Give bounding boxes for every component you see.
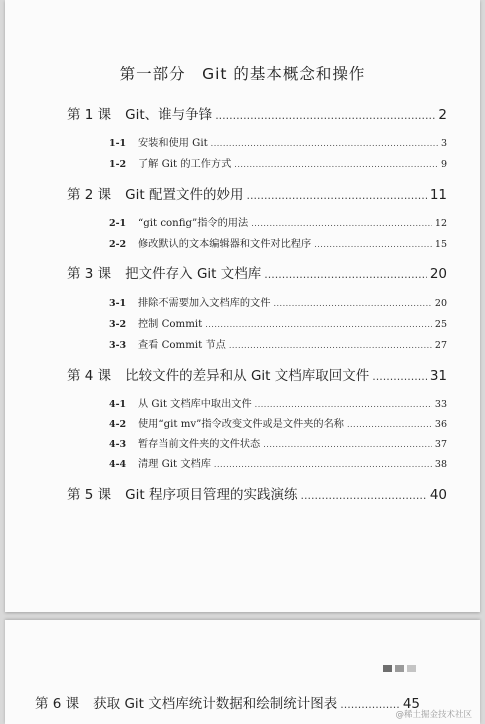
dot-leader: [273, 299, 431, 308]
page-number: 20: [429, 266, 447, 282]
lesson-title: Git 程序项目管理的实践演练: [125, 487, 298, 503]
dot-leader: [263, 440, 432, 449]
dot-leader: [347, 420, 432, 429]
toc-section-3-3[interactable]: [109, 336, 447, 351]
toc-section-4-4[interactable]: [109, 455, 447, 470]
toc-section-4-2[interactable]: [109, 415, 447, 430]
toc-lesson-5[interactable]: [67, 483, 447, 503]
page-number: 12: [434, 218, 447, 229]
section-number: 3-1: [109, 298, 127, 309]
dot-leader: [205, 320, 432, 329]
section-number: 2-2: [109, 239, 127, 250]
dot-leader: [215, 109, 435, 122]
toc-lesson-4[interactable]: [67, 364, 447, 384]
section-title: 安装和使用 Git: [138, 138, 208, 149]
page-number: 9: [440, 159, 447, 170]
section-number: 4-1: [109, 399, 127, 410]
page-number: 2: [438, 107, 447, 123]
toc-section-4-1[interactable]: [109, 395, 447, 410]
section-number: 1-1: [109, 138, 127, 149]
section-number: 1-2: [109, 159, 127, 170]
ornament-block: [383, 665, 392, 672]
toc-section-2-1[interactable]: [109, 214, 447, 229]
dot-leader: [211, 139, 438, 148]
section-number: 3-2: [109, 319, 127, 330]
dot-leader: [314, 240, 432, 249]
toc-section-1-1[interactable]: [109, 134, 447, 149]
section-title: 排除不需要加入文档库的文件: [138, 298, 271, 309]
section-title: “git config”指令的用法: [138, 218, 249, 229]
page-number: 36: [434, 419, 447, 430]
section-number: 3-3: [109, 340, 127, 351]
page-number: 27: [434, 340, 447, 351]
lesson-number: 第 6 课: [35, 696, 80, 712]
dot-leader: [229, 341, 432, 350]
section-number: 4-4: [109, 459, 127, 470]
page-number: 45: [402, 696, 420, 712]
page-number: 33: [434, 399, 447, 410]
section-title: 了解 Git 的工作方式: [138, 159, 232, 170]
page-number: 20: [434, 298, 447, 309]
toc-lesson-3[interactable]: [67, 262, 447, 282]
toc-section-2-2[interactable]: [109, 235, 447, 250]
page-number: 40: [429, 487, 447, 503]
lesson-title: 比较文件的差异和从 Git 文档库取回文件: [125, 368, 370, 384]
page-number: 31: [429, 368, 447, 384]
dot-leader: [234, 160, 438, 169]
toc-section-3-1[interactable]: [109, 294, 447, 309]
lesson-number: 第 5 课: [67, 487, 112, 503]
lesson-number: 第 2 课: [67, 187, 112, 203]
page-ornament: [383, 665, 416, 672]
lesson-title: Git 配置文件的妙用: [125, 187, 244, 203]
page-number: 3: [440, 138, 447, 149]
section-number: 4-3: [109, 439, 127, 450]
dot-leader: [300, 489, 426, 502]
toc-page-2: [5, 620, 480, 724]
toc-section-3-2[interactable]: [109, 315, 447, 330]
lesson-number: 第 4 课: [67, 368, 112, 384]
ornament-block: [395, 665, 404, 672]
lesson-number: 第 1 课: [67, 107, 112, 123]
toc-lesson-1[interactable]: [67, 103, 447, 123]
dot-leader: [340, 698, 400, 711]
toc-lesson-2[interactable]: [67, 183, 447, 203]
page-number: 37: [434, 439, 447, 450]
page-number: 38: [434, 459, 447, 470]
page-number: 25: [434, 319, 447, 330]
dot-leader: [251, 219, 432, 228]
section-title: 从 Git 文档库中取出文件: [138, 399, 252, 410]
watermark: @稀土掘金技术社区: [395, 710, 472, 720]
page-number: 15: [434, 239, 447, 250]
lesson-title: Git、谁与争锋: [125, 107, 213, 123]
section-title: 控制 Commit: [138, 319, 203, 330]
toc-section-1-2[interactable]: [109, 155, 447, 170]
toc-page: [5, 0, 480, 612]
section-number: 2-1: [109, 218, 127, 229]
dot-leader: [264, 268, 427, 281]
section-title: 使用“git mv”指令改变文件或是文件夹的名称: [138, 419, 344, 430]
lesson-title: 获取 Git 文档库统计数据和绘制统计图表: [93, 696, 338, 712]
section-title: 暂存当前文件夹的文件状态: [138, 439, 261, 450]
part-title: 第一部分 Git 的基本概念和操作: [119, 65, 366, 83]
section-title: 查看 Commit 节点: [138, 340, 226, 351]
section-number: 4-2: [109, 419, 127, 430]
toc-lesson-6[interactable]: [35, 692, 420, 712]
dot-leader: [214, 460, 432, 469]
lesson-title: 把文件存入 Git 文档库: [125, 266, 262, 282]
lesson-number: 第 3 课: [67, 266, 112, 282]
dot-leader: [372, 370, 427, 383]
toc-section-4-3[interactable]: [109, 435, 447, 450]
dot-leader: [255, 400, 432, 409]
page-number: 11: [429, 187, 447, 203]
section-title: 修改默认的文本编辑器和文件对比程序: [138, 239, 312, 250]
ornament-block: [407, 665, 416, 672]
dot-leader: [246, 189, 426, 202]
section-title: 清理 Git 文档库: [138, 459, 211, 470]
